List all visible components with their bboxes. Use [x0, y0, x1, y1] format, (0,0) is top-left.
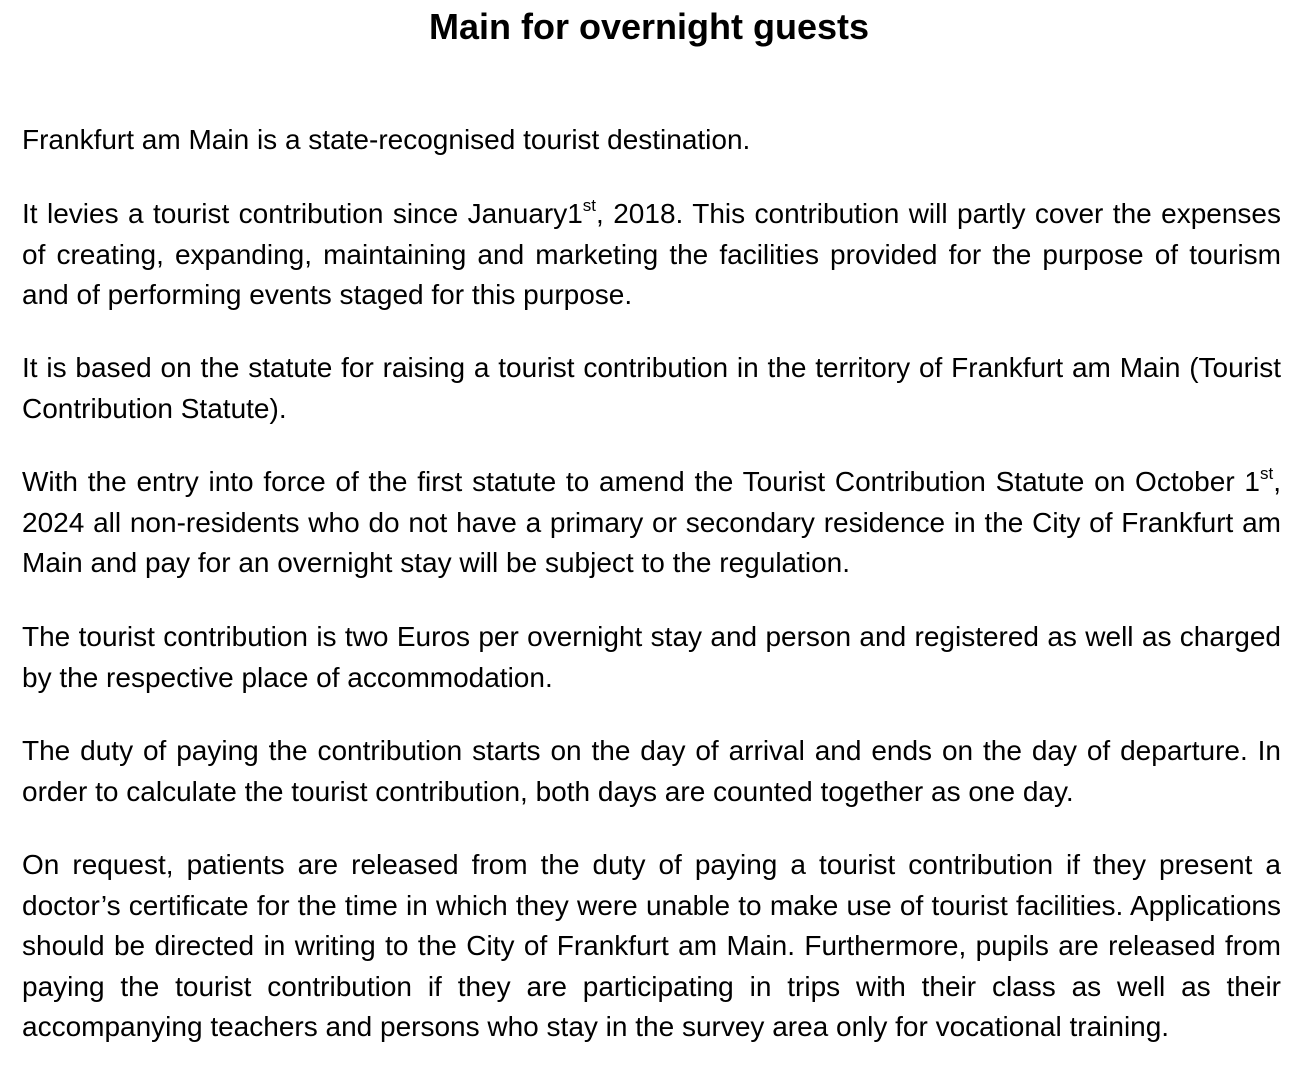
paragraph-duty-period: The duty of paying the contribution starts on the day of arrival and ends on the day of departure. In order to calculate the tourist contribution, both days are counted together as one day. [22, 735, 1281, 807]
paragraph-amendment-text-a: With the entry into force of the first statute to amend the Tourist Contribution Statute on October 1 [22, 466, 1260, 497]
paragraph-exemptions: On request, patients are released from the duty of paying a tourist contribution if they present a doctor’s certificate for the time in which they were unable to make use of tourist facilities. Applications should be directed in writing to the City of Frankfurt am Main. Furthermore, pupils are released from paying the tourist contribution if they are participating in trips with their class as well as their accompanying teachers and persons who stay in the survey area only for vocational training. [22, 849, 1281, 1042]
paragraph-amendment-text-b: , 2024 all non-residents who do not have a primary or secondary residence in the City of Frankfurt am Main and pay for an overnight stay will be subject to the regulation. [22, 466, 1281, 578]
ordinal-suffix: st [582, 195, 597, 215]
paragraph-statute: It is based on the statute for raising a tourist contribution in the territory of Frankfurt am Main (Tourist Contribution Statute). [22, 352, 1281, 424]
paragraph-levy-text-b: , 2018. This contribution will partly cover the expenses of creating, expanding, maintaining and marketing the facilities provided for the purpose of tourism and of performing events staged for this purpose. [22, 198, 1281, 310]
paragraph-levy-text-a: It levies a tourist contribution since January1 [22, 198, 583, 229]
ordinal-suffix: st [1259, 463, 1274, 483]
paragraph-amendment [22, 462, 1281, 584]
paragraph-levy [22, 194, 1281, 316]
paragraph-destination: Frankfurt am Main is a state-recognised tourist destination. [22, 124, 751, 155]
document-title: Main for overnight guests [428, 6, 870, 47]
paragraph-rate: The tourist contribution is two Euros per overnight stay and person and registered as well as charged by the respective place of accommodation. [22, 621, 1281, 693]
